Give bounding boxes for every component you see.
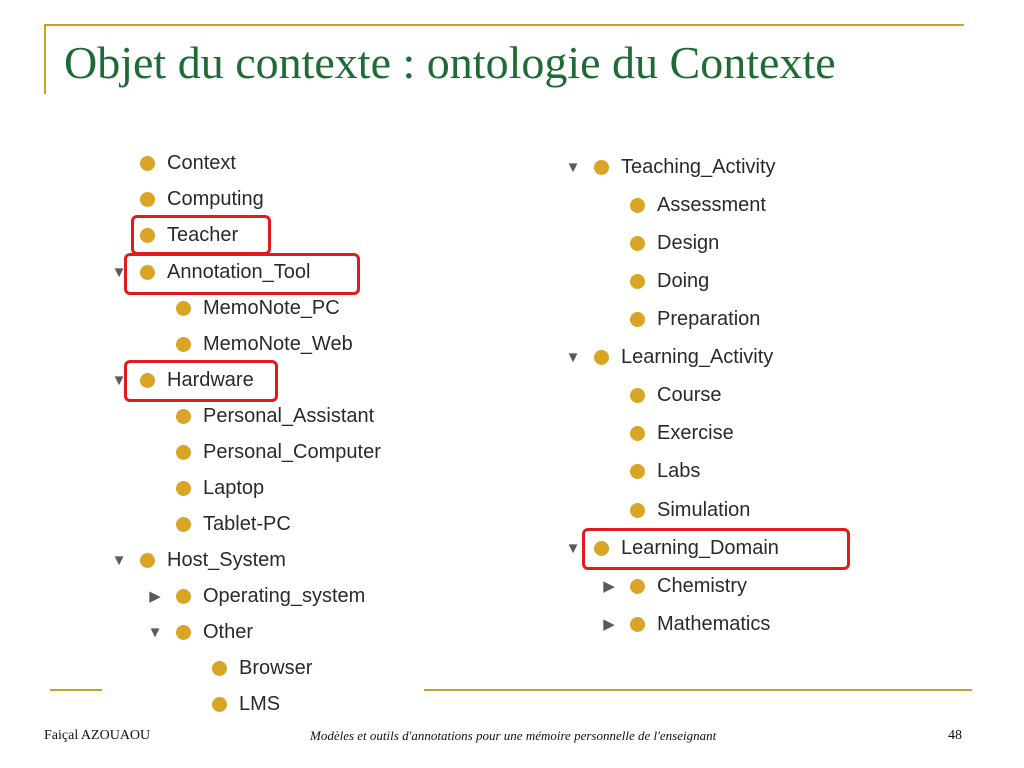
class-bullet-icon xyxy=(176,589,191,604)
tree-node-mathematics[interactable] xyxy=(598,607,770,641)
left-accent-line xyxy=(44,24,46,94)
collapse-triangle-icon[interactable]: ▶ xyxy=(603,578,615,595)
class-bullet-icon xyxy=(630,388,645,403)
class-bullet-icon xyxy=(212,697,227,712)
tree-node-label: Other xyxy=(203,620,254,643)
tree-node-browser[interactable] xyxy=(180,651,312,685)
footer-line-right xyxy=(424,689,972,691)
class-bullet-icon xyxy=(630,274,645,289)
tree-node-labs[interactable] xyxy=(598,454,700,488)
footer-line-left xyxy=(50,689,102,691)
expand-triangle-icon[interactable]: ▼ xyxy=(147,623,163,641)
tree-node-label: Computing xyxy=(167,187,264,210)
collapse-triangle-icon[interactable]: ▶ xyxy=(149,588,161,605)
tree-node-label: Learning_Domain xyxy=(621,536,779,559)
tree-node-learning-activity[interactable] xyxy=(562,340,773,374)
tree-node-other[interactable] xyxy=(144,615,253,649)
tree-node-label: Hardware xyxy=(167,368,254,391)
expand-triangle-icon[interactable]: ▼ xyxy=(565,348,581,366)
class-bullet-icon xyxy=(630,579,645,594)
tree-node-label: Learning_Activity xyxy=(621,345,774,368)
tree-node-simulation[interactable] xyxy=(598,493,750,527)
class-bullet-icon xyxy=(594,160,609,175)
top-accent-line xyxy=(44,24,964,26)
tree-node-label: Course xyxy=(657,383,722,406)
class-bullet-icon xyxy=(630,426,645,441)
expand-triangle-icon[interactable]: ▼ xyxy=(111,551,127,569)
tree-node-assessment[interactable] xyxy=(598,188,766,222)
tree-node-host-system[interactable] xyxy=(108,543,286,577)
tree-node-design[interactable] xyxy=(598,226,719,260)
class-bullet-icon xyxy=(140,156,155,171)
class-bullet-icon xyxy=(212,661,227,676)
tree-node-operating-system[interactable] xyxy=(144,579,365,613)
highlight-hardware xyxy=(124,360,278,402)
tree-node-memonote-web[interactable] xyxy=(144,327,353,361)
highlight-annotation-tool xyxy=(124,253,360,295)
tree-node-label: Annotation_Tool xyxy=(167,260,311,283)
tree-node-label: Preparation xyxy=(657,307,761,330)
tree-node-label: Exercise xyxy=(657,421,734,444)
tree-node-teaching-activity[interactable] xyxy=(562,150,776,184)
tree-node-label: Chemistry xyxy=(657,574,748,597)
tree-node-label: Teaching_Activity xyxy=(621,155,776,178)
tree-node-context[interactable] xyxy=(108,146,236,180)
tree-node-memonote-pc[interactable] xyxy=(144,291,340,325)
tree-node-course[interactable] xyxy=(598,378,721,412)
slide-title: Objet du contexte : ontologie du Contexte xyxy=(64,37,836,88)
tree-node-label: Personal_Computer xyxy=(203,440,381,463)
class-bullet-icon xyxy=(594,350,609,365)
highlight-learning-domain xyxy=(582,528,850,570)
class-bullet-icon xyxy=(630,617,645,632)
class-bullet-icon xyxy=(630,198,645,213)
tree-node-label: Personal_Assistant xyxy=(203,404,375,427)
tree-node-label: Assessment xyxy=(657,193,766,216)
tree-node-label: Teacher xyxy=(167,223,239,246)
footer-subtitle: Modèles et outils d'annotations pour une mémoire personnelle de l'enseignant xyxy=(310,728,717,743)
tree-node-lms[interactable] xyxy=(180,687,280,721)
tree-node-label: Host_System xyxy=(167,548,286,571)
tree-node-laptop[interactable] xyxy=(144,471,264,505)
tree-node-label: Operating_system xyxy=(203,584,366,607)
tree-node-computing[interactable] xyxy=(108,182,264,216)
expand-triangle-icon[interactable]: ▼ xyxy=(565,158,581,176)
expand-triangle-icon[interactable]: ▼ xyxy=(111,263,127,281)
tree-node-label: LMS xyxy=(239,692,281,715)
tree-node-label: MemoNote_PC xyxy=(203,296,340,319)
class-bullet-icon xyxy=(630,236,645,251)
class-bullet-icon xyxy=(630,503,645,518)
class-bullet-icon xyxy=(176,337,191,352)
tree-node-exercise[interactable] xyxy=(598,416,734,450)
class-bullet-icon xyxy=(176,481,191,496)
expand-triangle-icon[interactable]: ▼ xyxy=(111,371,127,389)
tree-node-label: MemoNote_Web xyxy=(203,332,353,355)
class-bullet-icon xyxy=(630,464,645,479)
collapse-triangle-icon[interactable]: ▶ xyxy=(603,616,615,633)
footer-author: Faiçal AZOUAOU xyxy=(44,728,151,743)
tree-node-tablet-pc[interactable] xyxy=(144,507,291,541)
tree-node-label: Tablet-PC xyxy=(203,512,291,535)
page-number: 48 xyxy=(948,728,962,743)
tree-node-label: Laptop xyxy=(203,476,265,499)
tree-node-label: Design xyxy=(657,231,720,254)
class-bullet-icon xyxy=(140,192,155,207)
tree-node-label: Mathematics xyxy=(657,612,771,635)
class-bullet-icon xyxy=(176,517,191,532)
tree-node-doing[interactable] xyxy=(598,264,709,298)
tree-node-chemistry[interactable] xyxy=(598,569,747,603)
class-bullet-icon xyxy=(630,312,645,327)
tree-node-personal-assistant[interactable] xyxy=(144,399,374,433)
tree-node-label: Doing xyxy=(657,269,710,292)
tree-node-label: Labs xyxy=(657,459,701,482)
class-bullet-icon xyxy=(176,445,191,460)
tree-node-label: Context xyxy=(167,151,236,174)
expand-triangle-icon[interactable]: ▼ xyxy=(565,539,581,557)
class-bullet-icon xyxy=(140,553,155,568)
tree-node-label: Simulation xyxy=(657,498,751,521)
class-bullet-icon xyxy=(176,409,191,424)
highlight-teacher xyxy=(131,215,271,255)
tree-node-label: Browser xyxy=(239,656,313,679)
tree-node-preparation[interactable] xyxy=(598,302,760,336)
class-bullet-icon xyxy=(176,625,191,640)
tree-node-personal-computer[interactable] xyxy=(144,435,381,469)
class-bullet-icon xyxy=(176,301,191,316)
